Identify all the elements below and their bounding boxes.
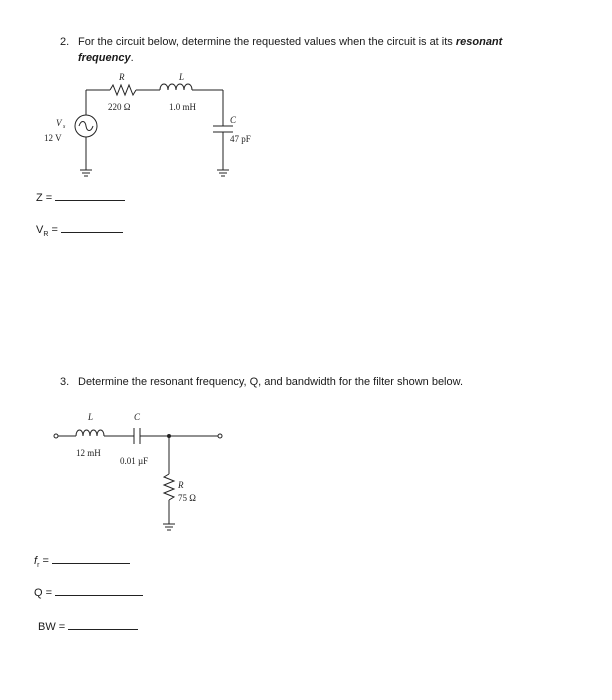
answer-fr-label-sub: r xyxy=(37,562,40,570)
resistor-r-symbol xyxy=(164,474,174,500)
answer-vr-label-sub: R xyxy=(43,231,49,239)
capacitor-symbol-label: C xyxy=(134,412,141,422)
question-2-text: For the circuit below, determine the requested values when the circuit is at its xyxy=(78,36,453,48)
output-terminal xyxy=(218,434,222,438)
answer-bw-blank[interactable] xyxy=(68,619,138,630)
series-rlc-circuit xyxy=(30,68,290,188)
ground-symbol xyxy=(163,524,175,530)
answer-vr-label-eq: = xyxy=(48,224,58,236)
question-3-number: 3. xyxy=(60,376,70,388)
capacitor-value-label: 47 pF xyxy=(230,134,251,144)
inductor-value-label: 12 mH xyxy=(76,448,101,458)
inductor-l-symbol xyxy=(76,430,104,436)
question-2 xyxy=(60,34,560,66)
answer-fr-label: f xyxy=(34,555,38,567)
answer-q-blank[interactable] xyxy=(55,585,143,596)
filter-circuit xyxy=(50,406,250,536)
question-2-number: 2. xyxy=(60,36,70,48)
inductor-value-label: 1.0 mH xyxy=(169,102,196,112)
resistor-r-symbol xyxy=(110,85,136,95)
question-2-emphasis: resonant xyxy=(455,36,503,48)
answer-fr xyxy=(34,553,130,569)
answer-vr-label: V xyxy=(36,224,44,236)
capacitor-value-label: 0.01 µF xyxy=(120,456,149,466)
question-3 xyxy=(60,374,580,390)
inductor-l-symbol xyxy=(160,84,192,90)
resistor-value-label: 220 Ω xyxy=(108,102,131,112)
inductor-symbol-label: L xyxy=(88,412,94,422)
question-2-emphasis-2: frequency xyxy=(78,52,131,64)
resistor-symbol-label: R xyxy=(119,72,125,82)
source-value-label: 12 V xyxy=(44,133,62,143)
resistor-symbol-label: R xyxy=(178,480,184,490)
input-terminal xyxy=(54,434,58,438)
question-2-period: . xyxy=(130,52,134,64)
source-subscript-label: s xyxy=(63,124,66,130)
capacitor-symbol-label: C xyxy=(230,115,237,125)
ground-symbol-left xyxy=(80,170,92,176)
answer-q xyxy=(34,585,143,599)
inductor-symbol-label: L xyxy=(179,72,185,82)
answer-bw xyxy=(38,619,138,633)
answer-z-blank[interactable] xyxy=(55,190,125,201)
answer-z xyxy=(36,190,125,204)
answer-fr-label-eq: = xyxy=(39,555,49,567)
answer-bw-label: BW = xyxy=(38,621,66,633)
answer-q-label: Q = xyxy=(34,587,53,599)
answer-vr xyxy=(36,222,123,238)
resistor-value-label: 75 Ω xyxy=(178,493,196,503)
question-3-text: Determine the resonant frequency, Q, and bandwidth for the filter shown below. xyxy=(78,376,464,388)
source-symbol-label: V xyxy=(56,118,62,128)
answer-vr-blank[interactable] xyxy=(61,222,123,233)
answer-z-label: Z = xyxy=(36,192,53,204)
answer-fr-blank[interactable] xyxy=(52,553,130,564)
junction-dot xyxy=(167,434,171,438)
ground-symbol-right xyxy=(217,170,229,176)
